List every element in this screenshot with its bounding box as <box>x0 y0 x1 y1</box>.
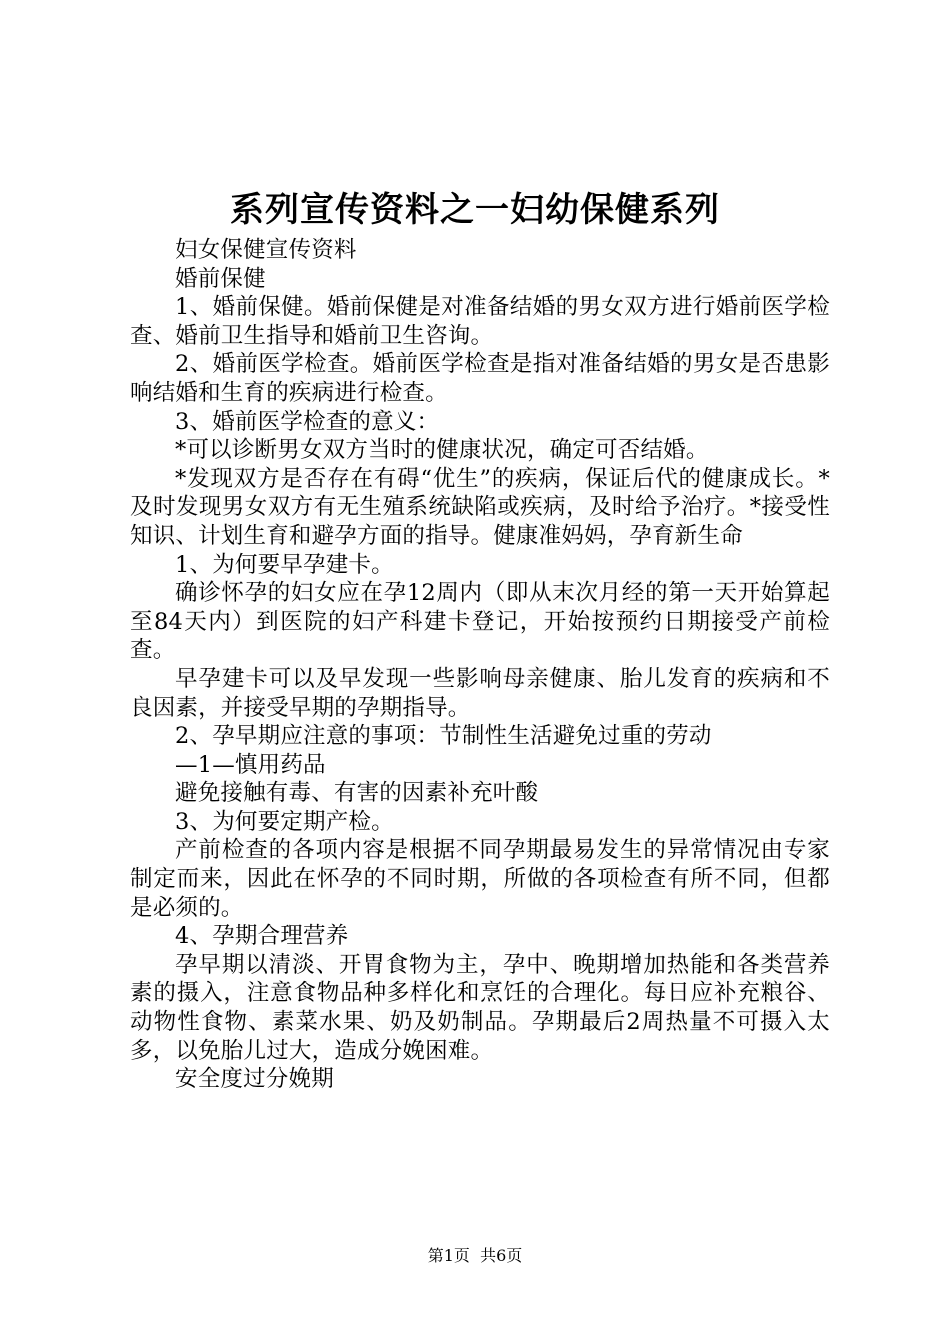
document-body <box>130 236 830 1094</box>
paragraph: *可以诊断男女双方当时的健康状况，确定可否结婚。 <box>175 437 709 464</box>
page-total: 共6页 <box>480 1246 523 1265</box>
page-number: 第1页 <box>427 1246 470 1265</box>
paragraph: 孕早期以清淡、开胃食物为主，孕中、晚期增加热能和各类营养素的摄入，注意食物品种多样化和烹饪的合理化。每日应补充粮谷、动物性食物、素菜水果、奶及奶制品。孕期最后2周热量不可摄入太多，以免胎儿过大，造成分娩困难。 <box>130 951 830 1064</box>
paragraph: —1—慎用药品 <box>175 751 326 778</box>
paragraph: 安全度过分娩期 <box>175 1066 334 1093</box>
paragraph-subtitle: 妇女保健宣传资料 <box>175 237 357 263</box>
paragraph: 2、婚前医学检查。婚前医学检查是指对准备结婚的男女是否患影响结婚和生育的疾病进行检查。 <box>130 351 830 406</box>
paragraph: 4、孕期合理营养 <box>175 923 349 950</box>
document-title: 系列宣传资料之一妇幼保健系列 <box>230 190 720 230</box>
paragraph-section-heading: 婚前保健 <box>175 265 266 292</box>
paragraph: 避免接触有毒、有害的因素补充叶酸 <box>175 780 539 807</box>
paragraph: 3、为何要定期产检。 <box>175 808 394 835</box>
page-footer <box>0 1246 950 1266</box>
paragraph: 早孕建卡可以及早发现一些影响母亲健康、胎儿发育的疾病和不良因素，并接受早期的孕期指导。 <box>130 665 830 721</box>
paragraph: 3、婚前医学检查的意义： <box>175 408 440 435</box>
paragraph: *发现双方是否存在有碍“优生”的疾病，保证后代的健康成长。*及时发现男女双方有无生殖系统缺陷或疾病，及时给予治疗。*接受性知识、计划生育和避孕方面的指导。健康准妈妈，孕育新生命 <box>130 465 830 549</box>
paragraph: 确诊怀孕的妇女应在孕12周内（即从末次月经的第一天开始算起至84天内）到医院的妇产科建卡登记，开始按预约日期接受产前检查。 <box>130 580 830 664</box>
paragraph: 产前检查的各项内容是根据不同孕期最易发生的异常情况由专家制定而来，因此在怀孕的不同时期，所做的各项检查有所不同，但都是必须的。 <box>130 837 830 921</box>
footer-separator <box>470 1246 480 1265</box>
paragraph: 1、为何要早孕建卡。 <box>175 551 394 578</box>
paragraph: 2、孕早期应注意的事项：节制性生活避免过重的劳动 <box>175 723 712 750</box>
paragraph: 1、婚前保健。婚前保健是对准备结婚的男女双方进行婚前医学检查、婚前卫生指导和婚前卫生咨询。 <box>130 294 830 349</box>
